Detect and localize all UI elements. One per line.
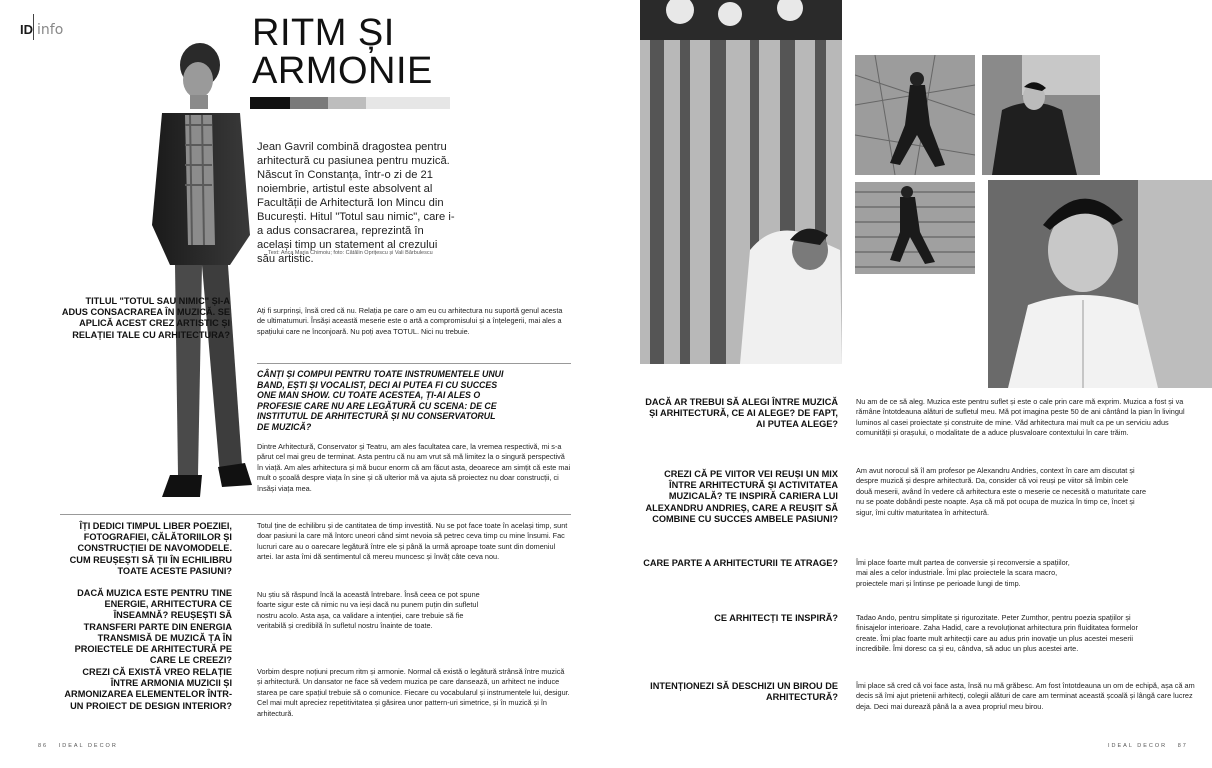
title-line-2: ARMONIE bbox=[252, 50, 433, 92]
page-number-right: 87 bbox=[1177, 743, 1188, 749]
portrait-photo bbox=[140, 35, 255, 510]
answer-7: Am avut norocul să îl am profesor pe Alexandru Andries, context în care am discutat și despre muzică și despre arhitectură. Da, consider că voi reuși pe viitor să îmbin cele două meserii, având în vedere că arhitectura este o meserie ce necesită o maturitate care nu se poate dobândi peste noapte. Așa că mă pot ocupa de muzica în timp ce, încet și sigur, îmi cultiv maturitatea în arhitectură. bbox=[856, 466, 1147, 517]
question-9: CE ARHITECȚI TE INSPIRĂ? bbox=[714, 613, 838, 623]
page-footer-right bbox=[1108, 743, 1188, 749]
section-tag bbox=[20, 22, 63, 38]
answer-10: Îmi place să cred că voi face asta, însă nu mă grăbesc. Am fost întotdeauna un om de echipă, așa că am decis să îmi ajut prietenii arhitecți, colegii alături de care am terminat această școală și lângă care lucrez deja. Deci mai durează până la a avea propriul meu birou. bbox=[856, 681, 1195, 711]
answer-9: Tadao Ando, pentru simplitate și rigurozitate. Peter Zumthor, pentru poezia spațiilor și finisajelor interioare. Zaha Hadid, care a revoluționat arhitectura prin fluiditatea formelor create. Îmi plac foarte mult arhitecții care au adus prin inovație un plus acestei meserii incredibile. Îmi doresc ca și eu, cândva, să aduc un plus acestei arte. bbox=[856, 613, 1138, 654]
section-name: info bbox=[37, 22, 64, 38]
question-6: DACĂ AR TREBUI SĂ ALEGI ÎNTRE MUZICĂ ȘI ARHITECTURĂ, CE AI ALEGE? DE FAPT, AI PUTEA ALEGE? bbox=[645, 397, 838, 430]
divider bbox=[60, 514, 571, 515]
question-2: CÂNȚI ȘI COMPUI PENTRU TOATE INSTRUMENTELE UNUI BAND, EȘTI ȘI VOCALIST, DECI AI PUTEA FI CU SUCCES ONE MAN SHOW. CU TOATE ACESTEA, ȚI-AI ALES O PROFESIE CARE NU ARE LEGĂTURĂ CU SCENA: DE CE INSTITUTUL DE ARHITECTURĂ ȘI NU CONSERVATORUL DE MUZICĂ? bbox=[257, 369, 504, 432]
question-3: ÎȚI DEDICI TIMPUL LIBER POEZIEI, FOTOGRAFIEI, CĂLĂTORIILOR ȘI CONSTRUCȚIEI DE NAVOMODELE. CUM REUȘEȘTI SĂ ȚII ÎN ECHILIBRU TOATE ACESTE PASIUNI? bbox=[69, 521, 232, 576]
divider bbox=[257, 363, 571, 364]
brand-left: IDEAL DECOR bbox=[58, 743, 118, 749]
question-8: CARE PARTE A ARHITECTURII TE ATRAGE? bbox=[643, 558, 838, 568]
answer-4: Nu știu să răspund încă la această întrebare. Însă ceea ce pot spune foarte sigur este că nimic nu va ieși dacă nu punem puțin din sufletul nostru acolo. Asta așa, ca validare a intenției, care trebuie să fie veritabilă și credibilă în sufletul nostru înainte de toate. bbox=[257, 590, 480, 631]
swatch-2 bbox=[290, 97, 328, 109]
question-10: INTENȚIONEZI SĂ DESCHIZI UN BIROU DE ARHITECTURĂ? bbox=[650, 681, 838, 703]
photo-curtains bbox=[640, 0, 842, 364]
answer-1: Ați fi surprinși, însă cred că nu. Relația pe care o am eu cu arhitectura nu suportă genul acesta de ultimatumuri. Însăși această meserie este o artă a compromisului și a înțelegerii, mai ales a spațiului care ne înconjoară. Nu poți avea TOTUL. Nici nu trebuie. bbox=[257, 306, 563, 336]
photo-bleachers bbox=[855, 182, 975, 274]
title-line-1: RITM ȘI bbox=[252, 12, 395, 54]
swatch-1 bbox=[250, 97, 290, 109]
swatch-3 bbox=[328, 97, 366, 109]
photo-credit: Text: Anca Maria Chimoiu; foto: Cătălin Oprițescu și Vali Bărbulescu bbox=[268, 250, 433, 256]
page-number-left: 86 bbox=[38, 743, 49, 749]
photo-closeup bbox=[988, 180, 1212, 388]
page-footer-left bbox=[38, 743, 118, 749]
answer-3: Totul ține de echilibru și de cantitatea de timp investită. Nu se pot face toate în același timp, sunt doar pasiuni la care mă întorc uneori când simt nevoia să petrec ceva timp cu mine însumi. Fac lucruri care au o oarecare legătură între ele și până la urmă aproape toate sunt din domeniul artei. Iar asta îmi dă sentimentul că mereu muncesc și învăț câte ceva nou. bbox=[257, 521, 568, 562]
brand-right: IDEAL DECOR bbox=[1108, 743, 1168, 749]
photo-dancing bbox=[855, 55, 975, 175]
swatch-4 bbox=[366, 97, 450, 109]
header-divider bbox=[33, 14, 34, 40]
question-7: CREZI CĂ PE VIITOR VEI REUȘI UN MIX ÎNTRE ARHITECTURĂ ȘI ACTIVITATEA MUZICALĂ? TE INSPIRĂ CARIERA LUI ALEXANDRU ANDRIEȘ, CARE A REUȘIT SĂ COMBINE CU SUCCES AMBELE PASIUNI? bbox=[645, 469, 838, 524]
section-code: ID bbox=[20, 22, 33, 37]
question-5: CREZI CĂ EXISTĂ VREO RELAȚIE ÎNTRE ARMONIA MUZICII ȘI ARMONIZAREA ELEMENTELOR ÎNTR-UN PROIECT DE DESIGN INTERIOR? bbox=[64, 667, 232, 711]
answer-2: Dintre Arhitectură, Conservator și Teatru, am ales facultatea care, la vremea respectivă, mi s-a părut cel mai greu de terminat. Asta pentru că nu am vrut să mă limitez la o singură perspectivă în viață. Am ales arhitectura și mă bucur enorm că am făcut asta, deoarece am simțit că este mai mult o școală despre viața în sine și că ulterior mă va ajuta să proiectez nu doar construcții, ci însăși viața mea. bbox=[257, 442, 571, 493]
question-1: TITLUL "TOTUL SAU NIMIC" ȘI-A ADUS CONSACRAREA ÎN MUZICĂ. SE APLICĂ ACEST CREZ ARTISTIC ȘI RELAȚIEI TALE CU ARHITECTURA? bbox=[61, 296, 230, 340]
article-title bbox=[252, 14, 433, 90]
article-lead: Jean Gavril combină dragostea pentru arhitectură cu pasiunea pentru muzică. Născut în Constanța, într-o zi de 21 noiembrie, artistul este absolvent al Facultății de Arhitectură Ion Mincu din București. Hitul "Totul sau nimic", care i-a adus consacrarea, reprezintă în același timp un statement al crezului său artistic. bbox=[257, 141, 455, 265]
question-4: DACĂ MUZICA ESTE PENTRU TINE ENERGIE, ARHITECTURA CE ÎNSEAMNĂ? REUȘEȘTI SĂ TRANSFERI PARTE DIN ENERGIA TRANSMISĂ DE MUZICĂ ȚA ÎN PROIECTELE DE ARHITECTURĂ PE CARE LE CREEZI? bbox=[74, 588, 232, 666]
photo-sitting bbox=[982, 55, 1100, 175]
answer-5: Vorbim despre noțiuni precum ritm și armonie. Normal că există o legătură strânsă între muzică și arhitectură. Un dansator ne face să vedem muzica pe care dansează, un arhitect ne induce starea pe care spațiul trebuie să o comunice. Fiecare cu vocabularul și instrumentele lui, desigur. Cel mai mult apreciez repetitivitatea și găsirea unor pattern-uri simetrice, și în muzică și în arhitectură. bbox=[257, 667, 570, 718]
answer-8: Îmi place foarte mult partea de conversie și reconversie a spațiilor, mai ales a celor industriale. Îmi plac proiectele la scara macro, proiectele mari și întinse pe perioade lungi de timp. bbox=[856, 558, 1070, 588]
answer-6: Nu am de ce să aleg. Muzica este pentru suflet și este o cale prin care mă exprim. Muzica a fost și va rămâne întotdeauna alături de sufletul meu. Mă pot imagina peste 50 de ani cântând la pian în livingul luminos al casei proiectate și construite de mine. Văd arhitectura mai mult ca pe un serviciu adus comunității și orașului, o modalitate de a aduce plusvaloare contextului în care trăim. bbox=[856, 397, 1185, 438]
